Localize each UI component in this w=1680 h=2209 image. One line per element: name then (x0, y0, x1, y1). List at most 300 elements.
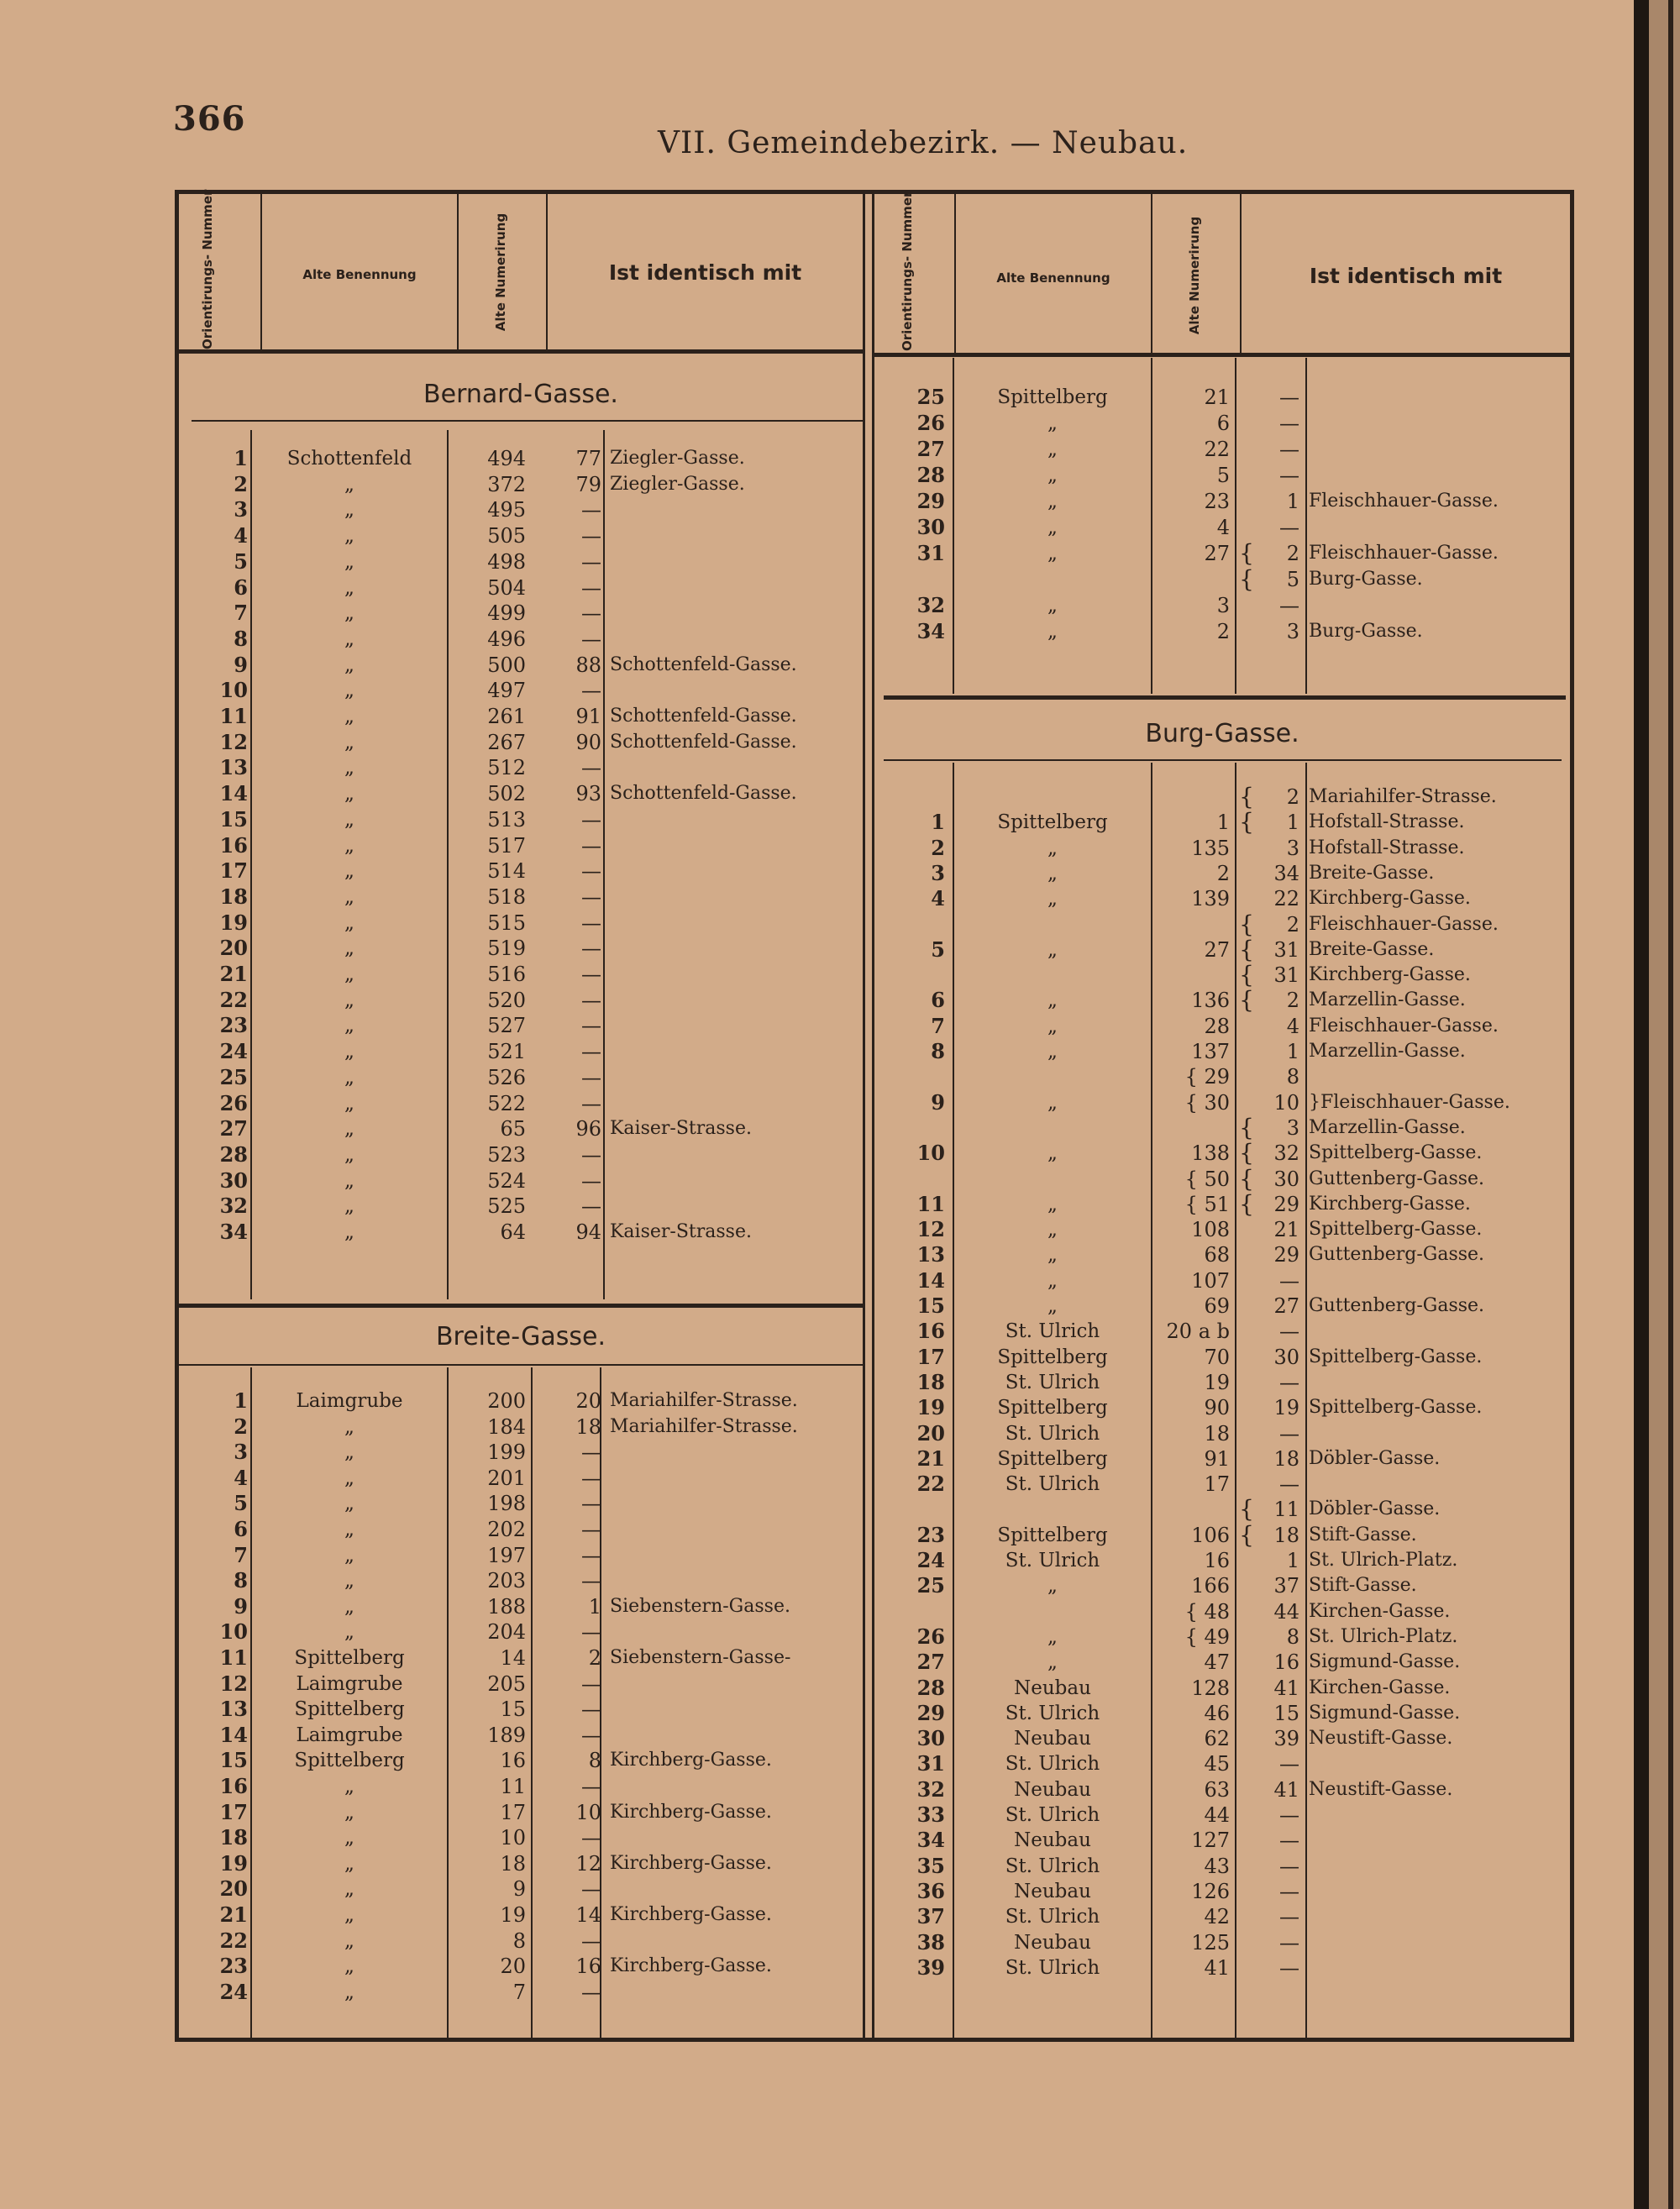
cell-old: „ (1047, 1142, 1058, 1165)
cell-id: — (1279, 1829, 1299, 1853)
table-row (0, 411, 1680, 436)
cell-ist: Kirchberg-Gasse. (1309, 888, 1471, 910)
cell-nr: 65 (500, 1117, 526, 1141)
cell-old: „ (344, 1441, 354, 1464)
cell-ist: Neustift-Gasse. (1309, 1778, 1453, 1800)
cell-old: „ (344, 1118, 354, 1141)
cell-old: St. Ulrich (1005, 1804, 1100, 1826)
section-rule-thick (884, 695, 1566, 700)
cell-id: — (1279, 1472, 1299, 1497)
cell-old: „ (344, 653, 354, 676)
cell-id: — (581, 988, 601, 1012)
header-vline (1151, 194, 1152, 353)
cell-id: — (1279, 1370, 1299, 1394)
cell-num: 18 (219, 1825, 248, 1850)
cell-num: 10 (219, 678, 248, 703)
cell-num: 30 (916, 1726, 945, 1751)
cell-num: 6 (234, 1517, 248, 1541)
cell-nr: 19 (1204, 1370, 1230, 1394)
cell-ist: Mariahilfer-Strasse. (610, 1415, 798, 1437)
cell-num: 14 (916, 1267, 945, 1293)
cell-num: 27 (916, 437, 945, 461)
cell-id: 18 (1273, 1523, 1299, 1547)
cell-nr: { 50 (1184, 1167, 1230, 1191)
cell-num: 2 (234, 471, 248, 496)
cell-id: — (1279, 1930, 1299, 1955)
table-row (0, 1039, 1680, 1064)
cell-num: 6 (234, 575, 248, 600)
cell-num: 34 (916, 1828, 945, 1853)
cell-old: Spittelberg (997, 386, 1108, 408)
cell-ist: Kirchen-Gasse. (1309, 1600, 1451, 1622)
cell-num: 25 (916, 385, 945, 409)
cell-old: „ (1047, 1244, 1058, 1267)
cell-nr: 201 (487, 1466, 526, 1490)
cell-id: — (1279, 1955, 1299, 1980)
cell-num: 20 (219, 936, 248, 961)
table-row (0, 1189, 1680, 1218)
cell-old: St. Ulrich (1005, 1473, 1100, 1496)
cell-br: { (1239, 565, 1254, 593)
cell-num: 16 (916, 1319, 945, 1344)
cell-nr: 128 (1191, 1676, 1230, 1700)
cell-id: 18 (575, 1414, 601, 1439)
cell-num: 16 (219, 832, 248, 858)
cell-id: 90 (575, 730, 601, 754)
cell-id: — (581, 1091, 601, 1115)
table-row (0, 1293, 1680, 1319)
table-row (0, 1370, 1680, 1395)
cell-num: 12 (916, 1217, 945, 1242)
cell-old: Schottenfeld (286, 448, 412, 470)
cell-id: 88 (575, 653, 601, 677)
header-vline (457, 194, 459, 349)
cell-num: 27 (916, 1650, 945, 1675)
cell-id: 14 (575, 1903, 601, 1927)
cell-nr: 202 (487, 1518, 526, 1541)
cell-ist: Kirchberg-Gasse. (610, 1955, 772, 1977)
cell-id: 8 (588, 1749, 601, 1773)
cell-num: 34 (916, 619, 945, 643)
cell-old: „ (344, 525, 354, 548)
cell-nr: 515 (487, 910, 526, 935)
cell-id: 3 (1286, 1115, 1299, 1140)
cell-ist: Sigmund-Gasse. (1309, 1651, 1461, 1673)
cell-nr: { 29 (1184, 1065, 1230, 1089)
cell-nr: 17 (1204, 1472, 1230, 1497)
cell-old: „ (1047, 837, 1058, 859)
cell-id: 8 (1286, 1065, 1299, 1089)
cell-num: 12 (219, 729, 248, 754)
cell-old: „ (344, 1929, 354, 1952)
cell-nr: 502 (487, 782, 526, 806)
cell-id: 32 (1273, 1141, 1299, 1166)
header-orient-right: Orientirungs- Nummer (900, 191, 915, 351)
section-title-breite: Breite-Gasse. (435, 1322, 606, 1351)
cell-nr: 17 (500, 1800, 526, 1824)
cell-id: — (581, 1142, 601, 1167)
cell-nr: 527 (487, 1014, 526, 1038)
cell-old: „ (1047, 1625, 1058, 1648)
cell-old: „ (1047, 491, 1058, 512)
table-row (0, 1799, 1680, 1828)
cell-id: — (581, 1168, 601, 1193)
cell-old: „ (344, 783, 354, 805)
cell-id: 11 (1273, 1498, 1299, 1522)
cell-nr: 125 (1191, 1930, 1230, 1955)
cell-num: 31 (916, 541, 945, 565)
cell-nr: 139 (1191, 887, 1230, 911)
cell-num: 1 (234, 446, 248, 470)
cell-old: Spittelberg (997, 1346, 1108, 1368)
cell-ist: Neustift-Gasse. (1309, 1728, 1453, 1750)
cell-id: — (1279, 438, 1299, 461)
cell-id: 77 (575, 447, 601, 470)
cell-id: 15 (1273, 1701, 1299, 1725)
cell-nr: 27 (1204, 937, 1230, 962)
table-row (0, 1828, 1680, 1853)
cell-id: 1 (588, 1594, 601, 1619)
cell-old: St. Ulrich (1005, 1753, 1100, 1776)
cell-old: „ (1047, 1269, 1058, 1292)
cell-old: „ (344, 1621, 354, 1644)
cell-id: — (581, 833, 601, 858)
cell-nr: 497 (487, 679, 526, 703)
cell-nr: 126 (1191, 1879, 1230, 1903)
cell-id: 20 (575, 1389, 601, 1413)
cell-nr: 137 (1191, 1040, 1230, 1063)
cell-id: — (581, 1671, 601, 1696)
cell-id: 10 (575, 1800, 601, 1824)
table-row (0, 541, 1680, 566)
cell-num: 17 (219, 1799, 248, 1824)
cell-num: 15 (916, 1293, 945, 1318)
cell-ist: Burg-Gasse. (1309, 569, 1423, 590)
cell-nr: 517 (487, 833, 526, 858)
cell-br: { (1239, 1495, 1254, 1524)
cell-num: 5 (931, 937, 945, 962)
cell-num: 36 (916, 1878, 945, 1903)
table-row (0, 1319, 1680, 1344)
cell-nr: 20 (500, 1955, 526, 1979)
cell-old: St. Ulrich (1005, 1320, 1100, 1343)
table-row (0, 489, 1680, 514)
cell-id: — (1279, 386, 1299, 409)
cell-br: { (1239, 1164, 1254, 1193)
cell-nr: 27 (1204, 542, 1230, 565)
cell-nr: 524 (487, 1168, 526, 1193)
cell-nr: 21 (1204, 386, 1230, 409)
cell-nr: { 48 (1184, 1599, 1230, 1624)
cell-nr: 514 (487, 859, 526, 884)
cell-nr: 4 (1216, 516, 1230, 539)
cell-nr: 90 (1204, 1396, 1230, 1420)
table-row (0, 1701, 1680, 1726)
cell-nr: 198 (487, 1492, 526, 1516)
cell-id: — (581, 1620, 601, 1645)
cell-nr: 42 (1204, 1905, 1230, 1929)
cell-old: St. Ulrich (1005, 1422, 1100, 1445)
cell-ist: Siebenstern-Gasse. (610, 1595, 790, 1617)
cell-old: „ (344, 731, 354, 753)
cell-num: 25 (916, 1573, 945, 1598)
cell-ist: Mariahilfer-Strasse. (610, 1390, 798, 1411)
table-row (0, 1064, 1680, 1089)
cell-nr: 7 (512, 1980, 526, 2004)
cell-num: 2 (931, 835, 945, 860)
cell-num: 22 (219, 987, 248, 1012)
cell-ist: Kirchberg-Gasse. (610, 1904, 772, 1925)
cell-id: 31 (1273, 963, 1299, 988)
cell-br: { (1239, 783, 1254, 811)
table-row (0, 988, 1680, 1013)
cell-nr: 496 (487, 627, 526, 651)
cell-id: 31 (1273, 937, 1299, 962)
cell-num: 24 (219, 1979, 248, 2004)
cell-old: „ (1047, 888, 1058, 910)
cell-num: 27 (219, 1116, 248, 1141)
section-title-bernard: Bernard-Gasse. (423, 380, 618, 409)
cell-num: 34 (219, 1220, 248, 1244)
cell-id: 22 (1273, 887, 1299, 911)
table-row (0, 1164, 1680, 1193)
cell-num: 1 (234, 1388, 248, 1413)
cell-old: „ (1047, 412, 1058, 434)
cell-num: 39 (916, 1955, 945, 1980)
cell-nr: 504 (487, 575, 526, 600)
cell-old: Neubau (1014, 1778, 1091, 1801)
cell-nr: 127 (1191, 1829, 1230, 1853)
cell-old: „ (344, 757, 354, 779)
cell-id: — (581, 859, 601, 884)
cell-nr: 28 (1204, 1014, 1230, 1038)
table-row (0, 1014, 1680, 1039)
cell-nr: 513 (487, 807, 526, 832)
cell-nr: 91 (1204, 1446, 1230, 1471)
cell-nr: 23 (1204, 490, 1230, 513)
cell-num: 12 (219, 1671, 248, 1696)
table-row (0, 1777, 1680, 1802)
cell-old: „ (344, 1467, 354, 1489)
cell-id: 5 (1286, 568, 1299, 591)
cell-num: 38 (916, 1929, 945, 1955)
cell-old: Neubau (1014, 1880, 1091, 1902)
table-row (0, 1726, 1680, 1751)
cell-num: 24 (916, 1548, 945, 1572)
cell-id: 2 (1286, 912, 1299, 937)
cell-num: 14 (219, 1722, 248, 1747)
cell-num: 3 (234, 497, 248, 522)
cell-num: 30 (916, 515, 945, 539)
cell-old: Spittelberg (294, 1698, 405, 1721)
cell-ist: Kirchberg-Gasse. (610, 1750, 772, 1771)
cell-nr: 68 (1204, 1243, 1230, 1267)
cell-old: „ (344, 1169, 354, 1192)
cell-old: „ (1047, 438, 1058, 460)
cell-ist: Spittelberg-Gasse. (1309, 1219, 1483, 1241)
cell-num: 16 (219, 1774, 248, 1798)
table-row (0, 1854, 1680, 1879)
cell-id: — (1279, 1905, 1299, 1929)
table-row (0, 1115, 1680, 1141)
cell-ist: Fleischhauer-Gasse. (1309, 491, 1499, 512)
cell-id: — (1279, 1803, 1299, 1827)
cell-ist: Guttenberg-Gasse. (1309, 1244, 1485, 1266)
cell-nr: 41 (1204, 1955, 1230, 1980)
cell-ist: Burg-Gasse. (1309, 621, 1423, 642)
cell-id: 79 (575, 472, 601, 496)
cell-ist: Kirchberg-Gasse. (1309, 964, 1471, 986)
cell-old: „ (1047, 938, 1058, 961)
cell-old: „ (1047, 1015, 1058, 1037)
cell-old: „ (1047, 989, 1058, 1012)
cell-num: 26 (219, 1090, 248, 1115)
cell-num: 2 (234, 1414, 248, 1439)
section-title-burg: Burg-Gasse. (1145, 719, 1299, 748)
cell-old: St. Ulrich (1005, 1702, 1100, 1724)
cell-old: Laimgrube (296, 1724, 403, 1746)
cell-ist: Kaiser-Strasse. (610, 1118, 752, 1140)
cell-id: — (581, 1466, 601, 1490)
cell-nr: 18 (1204, 1421, 1230, 1446)
cell-old: „ (344, 627, 354, 650)
cell-old: „ (1047, 862, 1058, 884)
cell-id: — (581, 884, 601, 909)
table-row (0, 937, 1680, 963)
cell-id: 8 (1286, 1624, 1299, 1649)
cell-ist: Breite-Gasse. (1309, 938, 1435, 960)
cell-nr: 47 (1204, 1650, 1230, 1675)
cell-num: 33 (916, 1802, 945, 1827)
cell-num: 22 (219, 1928, 248, 1953)
cell-nr: 22 (1204, 438, 1230, 461)
cell-nr: 526 (487, 1065, 526, 1089)
cell-id: 27 (1273, 1294, 1299, 1318)
table-row (0, 836, 1680, 861)
cell-id: 34 (1273, 861, 1299, 885)
header-alte-benennung-right: Alte Benennung (996, 270, 1110, 286)
cell-id: — (581, 1194, 601, 1219)
cell-id: 44 (1273, 1599, 1299, 1624)
cell-old: „ (344, 1066, 354, 1089)
cell-id: — (1279, 1854, 1299, 1878)
table-row (0, 1421, 1680, 1446)
cell-id: 30 (1273, 1345, 1299, 1369)
cell-ist: Schottenfeld-Gasse. (610, 731, 797, 753)
cell-id: — (581, 1928, 601, 1953)
cell-old: „ (344, 1801, 354, 1823)
cell-id: — (581, 524, 601, 548)
cell-old: „ (344, 911, 354, 934)
cell-id: 2 (588, 1646, 601, 1670)
cell-num: 19 (219, 1850, 248, 1876)
cell-nr: 516 (487, 963, 526, 986)
cell-num: 9 (931, 1089, 945, 1115)
table-row (0, 1548, 1680, 1573)
cell-ist: Schottenfeld-Gasse. (610, 783, 797, 805)
cell-id: 29 (1273, 1243, 1299, 1267)
cell-num: 5 (234, 548, 248, 574)
cell-id: 12 (575, 1851, 601, 1876)
table-row (0, 1472, 1680, 1497)
cell-num: 31 (916, 1751, 945, 1776)
cell-nr: 64 (500, 1220, 526, 1244)
cell-id: — (1279, 412, 1299, 435)
cell-id: — (581, 756, 601, 780)
cell-id: — (581, 1440, 601, 1465)
table-row (0, 1980, 1680, 2005)
cell-old: „ (344, 1544, 354, 1566)
page-number: 366 (173, 99, 246, 139)
cell-br: { (1239, 935, 1254, 963)
cell-num: 13 (219, 1697, 248, 1722)
cell-nr: 523 (487, 1142, 526, 1167)
cell-num: 21 (219, 1902, 248, 1927)
cell-nr: 372 (487, 472, 526, 496)
cell-old: „ (1047, 1575, 1058, 1598)
cell-nr: 184 (487, 1414, 526, 1439)
table-row (0, 784, 1680, 810)
table-row (0, 1090, 1680, 1115)
header-alte-numerirung-left: Alte Numerirung (493, 213, 508, 332)
cell-num: 4 (234, 523, 248, 548)
cell-nr: 6 (1216, 412, 1230, 435)
cell-nr: 519 (487, 937, 526, 961)
cell-ist: Guttenberg-Gasse. (1309, 1295, 1485, 1316)
header-ist-identisch-right: Ist identisch mit (1309, 264, 1503, 288)
cell-br: { (1239, 539, 1254, 567)
cell-nr: 166 (1191, 1574, 1230, 1598)
cell-old: „ (344, 1041, 354, 1063)
cell-nr: 505 (487, 524, 526, 548)
table-row (0, 1268, 1680, 1293)
cell-ist: Ziegler-Gasse. (610, 473, 745, 495)
cell-num: 11 (916, 1191, 945, 1216)
cell-num: 10 (916, 1141, 945, 1166)
cell-old: „ (344, 808, 354, 831)
cell-nr: 494 (487, 447, 526, 470)
cell-ist: Schottenfeld-Gasse. (610, 653, 797, 675)
cell-nr: 522 (487, 1091, 526, 1115)
cell-old: „ (1047, 1219, 1058, 1241)
cell-num: 29 (916, 1700, 945, 1725)
cell-num: 37 (916, 1904, 945, 1929)
cell-br: { (1239, 961, 1254, 989)
table-row (0, 810, 1680, 835)
table-row (0, 463, 1680, 488)
cell-old: „ (344, 1493, 354, 1515)
cell-ist: Spittelberg-Gasse. (1309, 1397, 1483, 1419)
cell-br: { (1239, 910, 1254, 938)
cell-ist: Mariahilfer-Strasse. (1309, 786, 1497, 807)
cell-old: „ (344, 706, 354, 727)
cell-id: — (581, 1492, 601, 1516)
cell-nr: 46 (1204, 1701, 1230, 1725)
cell-num: 9 (234, 1593, 248, 1619)
cell-old: „ (1047, 1091, 1058, 1114)
table-row (0, 1599, 1680, 1624)
cell-old: „ (1047, 543, 1058, 564)
cell-id: — (581, 1014, 601, 1038)
cell-id: 10 (1273, 1090, 1299, 1115)
cell-old: „ (344, 1195, 354, 1218)
cell-ist: Marzellin-Gasse. (1309, 989, 1466, 1011)
cell-br: { (1239, 986, 1254, 1015)
cell-id: 1 (1286, 1040, 1299, 1063)
cell-nr: 62 (1204, 1727, 1230, 1751)
cell-id: — (581, 963, 601, 986)
cell-nr: 189 (487, 1723, 526, 1747)
